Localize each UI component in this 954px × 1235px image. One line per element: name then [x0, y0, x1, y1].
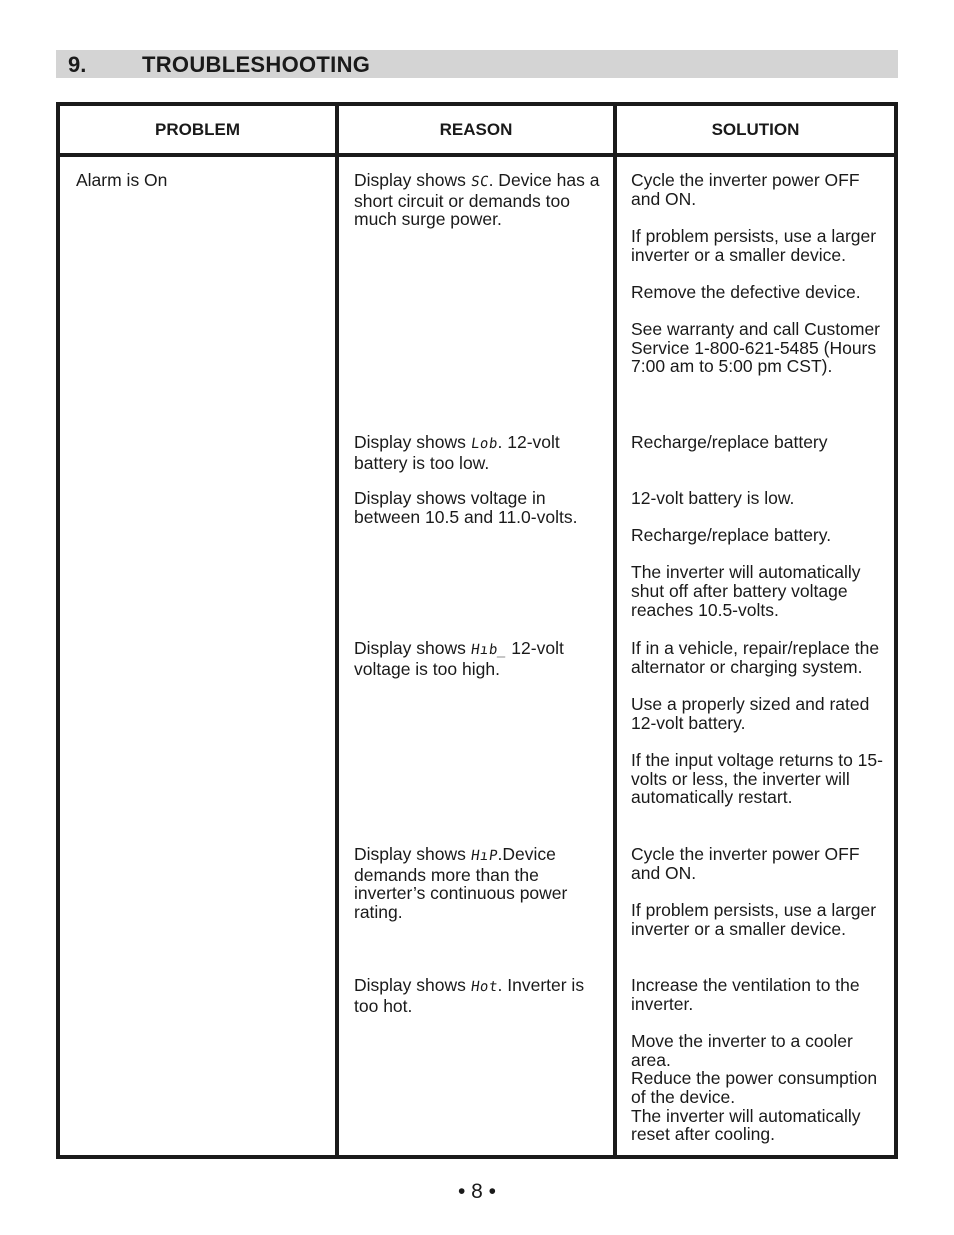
reason-cell: Display shows Hot. Inverter is too hot. [354, 975, 585, 1016]
solution-item: The inverter will automatically shut off after battery voltage reaches 10.5-volts. [631, 562, 861, 620]
header-reason: REASON [439, 120, 513, 139]
solution-item: Remove the defective device. [631, 281, 861, 302]
solution-item: If the input voltage returns to 15-volts or less, the inverter will automatically restart. [631, 749, 883, 808]
solution-item: Cycle the inverter power OFF and ON. [631, 170, 860, 209]
reason-cell: Display shows voltage in between 10.5 and 11.0-volts. [354, 488, 578, 527]
solution-item: Reduce the power consumption of the device. [631, 1068, 878, 1108]
section-header [56, 50, 898, 78]
column-divider [613, 106, 617, 1155]
lcd-code: HıP [469, 848, 499, 864]
solution-cell [631, 639, 891, 807]
troubleshooting-table [56, 102, 898, 1159]
header-divider [60, 153, 894, 157]
lcd-code: SC [469, 174, 490, 190]
header-solution: SOLUTION [711, 120, 800, 139]
solution-item: If problem persists, use a larger inverter or a smaller device. [631, 899, 877, 939]
solution-item: 12-volt battery is low. [631, 488, 795, 508]
solution-item: Recharge/replace battery [631, 432, 828, 452]
section-number: 9. [68, 52, 87, 77]
solution-item: If problem persists, use a larger inverter or a smaller device. [631, 225, 877, 265]
page-number: • 8 • [457, 1180, 497, 1203]
solution-cell [631, 976, 891, 1144]
column-divider [335, 106, 339, 1155]
lcd-code: Hıb_ [469, 642, 508, 658]
solution-item: Move the inverter to a cooler area. [631, 1030, 853, 1070]
reason-cell: Display shows Lob. 12-volt battery is too low. [354, 432, 560, 473]
solution-item: Use a properly sized and rated 12-volt battery. [631, 693, 870, 733]
solution-cell [631, 433, 891, 452]
reason-cell: Display shows SC. Device has a short circuit or demands too much surge power. [354, 170, 600, 230]
solution-cell [631, 489, 891, 620]
reason-cell: Display shows Hıb_ 12-volt voltage is too high. [354, 638, 564, 679]
problem-cell: Alarm is On [76, 170, 168, 190]
section-title: TROUBLESHOOTING [142, 52, 371, 77]
lcd-code: Hot [469, 979, 499, 995]
solution-item: If in a vehicle, repair/replace the alternator or charging system. [631, 638, 880, 677]
solution-cell [631, 845, 891, 938]
solution-item: The inverter will automatically reset after cooling. [631, 1105, 861, 1145]
solution-item: Recharge/replace battery. [631, 525, 832, 546]
solution-cell [631, 171, 891, 376]
lcd-code: Lob [469, 436, 499, 452]
reason-cell: Display shows HıP.Device demands more than the inverter’s continuous power rating. [354, 844, 568, 923]
solution-item: Cycle the inverter power OFF and ON. [631, 844, 860, 883]
solution-item: See warranty and call Customer Service 1-800-621-5485 (Hours 7:00 am to 5:00 pm CST). [631, 319, 880, 377]
header-problem: PROBLEM [155, 120, 240, 139]
solution-item: Increase the ventilation to the inverter. [631, 975, 860, 1014]
